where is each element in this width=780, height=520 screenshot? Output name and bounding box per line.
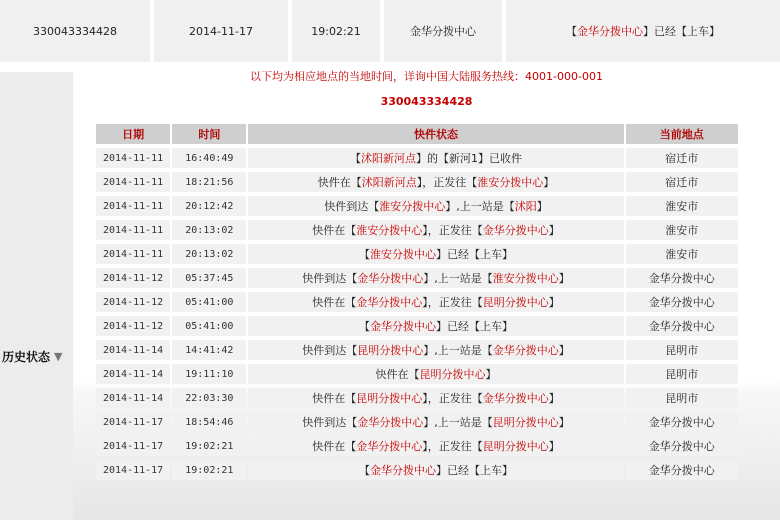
status-text: 快件在【: [312, 440, 357, 453]
status-place: 昆明分拨中心: [419, 368, 486, 381]
cell-location: 昆明市: [626, 388, 738, 408]
summary-status-place: 金华分拨中心: [577, 25, 643, 38]
cell-time: 20:13:02: [172, 220, 246, 240]
table-row: [96, 460, 738, 480]
cell-location: 宿迁市: [626, 148, 738, 168]
status-place: 金华分拨中心: [370, 320, 437, 333]
status-text: 】: [558, 272, 570, 285]
table-row: [96, 148, 738, 168]
status-text: 】: [558, 416, 570, 429]
table-row: [96, 340, 738, 360]
cell-location: 昆明市: [626, 364, 738, 384]
table-row: [96, 436, 738, 456]
status-place: 淮安分拨中心: [356, 224, 423, 237]
status-text: 】: [543, 176, 555, 189]
cell-location: 金华分拨中心: [626, 268, 738, 288]
status-place: 金华分拨中心: [357, 272, 424, 285]
status-text: 快件在【: [312, 392, 357, 405]
summary-status-prefix: 【: [566, 25, 577, 38]
cell-status: [248, 148, 623, 168]
cell-status: [248, 436, 623, 456]
cell-location: 金华分拨中心: [626, 316, 738, 336]
cell-date: 2014-11-12: [96, 316, 170, 336]
cell-date: 2014-11-14: [96, 340, 170, 360]
table-row: [96, 316, 738, 336]
table-row: [96, 388, 738, 408]
cell-location: 金华分拨中心: [626, 460, 738, 480]
status-text: 快件到达【: [324, 200, 380, 213]
cell-status: [248, 460, 623, 480]
status-place: 昆明分拨中心: [482, 440, 549, 453]
table-row: [96, 412, 738, 432]
status-text: 】,上一站是【: [423, 272, 493, 285]
table-row: [96, 268, 738, 288]
cell-date: 2014-11-17: [96, 436, 170, 456]
cell-location: 金华分拨中心: [626, 292, 738, 312]
cell-time: 05:41:00: [172, 292, 246, 312]
status-place: 金华分拨中心: [357, 416, 424, 429]
status-place: 昆明分拨中心: [492, 416, 559, 429]
status-place: 金华分拨中心: [356, 440, 423, 453]
tracking-table: [94, 120, 740, 484]
status-text: 快件在【: [317, 176, 362, 189]
cell-status: [248, 364, 623, 384]
cell-time: 16:40:49: [172, 148, 246, 168]
status-text: 】: [548, 392, 560, 405]
cell-status: [248, 196, 623, 216]
status-text: 】,上一站是【: [423, 416, 493, 429]
table-row: [96, 292, 738, 312]
cell-location: 昆明市: [626, 340, 738, 360]
status-text: 】: [548, 440, 560, 453]
status-text: 】: [548, 296, 560, 309]
status-place: 淮安分拨中心: [370, 248, 437, 261]
cell-status: [248, 268, 623, 288]
status-text: 【: [359, 464, 371, 477]
cell-date: 2014-11-12: [96, 268, 170, 288]
status-place: 昆明分拨中心: [356, 392, 423, 405]
status-place: 金华分拨中心: [482, 224, 549, 237]
history-side-panel: [0, 72, 73, 520]
cell-status: [248, 340, 623, 360]
history-label: 历史状态: [2, 350, 51, 364]
cell-time: 20:12:42: [172, 196, 246, 216]
tracking-table-header: [96, 124, 738, 144]
status-text: 快件在【: [312, 224, 357, 237]
cell-date: 2014-11-12: [96, 292, 170, 312]
cell-time: 18:54:46: [172, 412, 246, 432]
status-text: 快件到达【: [302, 416, 358, 429]
status-text: 】的【新河1】已收件: [416, 152, 523, 165]
summary-location: 金华分拨中心: [384, 0, 502, 62]
summary-waybill-no: 330043334428: [0, 0, 150, 62]
status-text: 快件到达【: [302, 344, 358, 357]
status-text: 快件到达【: [302, 272, 358, 285]
status-place: 淮安分拨中心: [492, 272, 559, 285]
cell-status: [248, 172, 623, 192]
cell-time: 19:02:21: [172, 436, 246, 456]
status-place: 金华分拨中心: [482, 392, 549, 405]
status-text: 快件在【: [375, 368, 420, 381]
cell-date: 2014-11-11: [96, 172, 170, 192]
summary-status-suffix: 】已经【上车】: [643, 25, 720, 38]
status-text: 】,上一站是【: [423, 344, 493, 357]
cell-location: 淮安市: [626, 220, 738, 240]
cell-location: 金华分拨中心: [626, 412, 738, 432]
status-place: 金华分拨中心: [356, 296, 423, 309]
status-place: 沭阳新河点: [361, 176, 417, 189]
status-text: 】: [548, 224, 560, 237]
cell-time: 05:37:45: [172, 268, 246, 288]
status-place: 淮安分拨中心: [477, 176, 544, 189]
cell-status: [248, 412, 623, 432]
cell-status: [248, 244, 623, 264]
status-place: 淮安分拨中心: [379, 200, 446, 213]
cell-date: 2014-11-17: [96, 412, 170, 432]
status-text: 【: [350, 152, 362, 165]
status-place: 昆明分拨中心: [357, 344, 424, 357]
status-text: 】，正发往【: [422, 224, 483, 237]
header-location: 当前地点: [626, 124, 738, 144]
cell-status: [248, 220, 623, 240]
cell-time: 18:21:56: [172, 172, 246, 192]
summary-strip: [0, 0, 780, 62]
status-place: 金华分拨中心: [492, 344, 559, 357]
status-text: 】，正发往【: [422, 296, 483, 309]
waybill-title: 330043334428: [380, 95, 473, 108]
timezone-notice: 以下均为相应地点的当地时间，详询中国大陆服务热线：4001-000-001: [250, 70, 603, 83]
tracking-table-body: [96, 148, 738, 480]
status-text: 快件在【: [312, 296, 357, 309]
status-text: 】: [485, 368, 497, 381]
summary-time: 19:02:21: [292, 0, 380, 62]
cell-date: 2014-11-14: [96, 388, 170, 408]
status-text: 】: [536, 200, 548, 213]
status-place: 沭阳新河点: [361, 152, 417, 165]
status-text: 】，正发往【: [422, 440, 483, 453]
status-place: 金华分拨中心: [370, 464, 437, 477]
status-text: 【: [359, 320, 371, 333]
status-text: 】: [558, 344, 570, 357]
header-status: 快件状态: [248, 124, 623, 144]
cell-time: 22:03:30: [172, 388, 246, 408]
cell-status: [248, 316, 623, 336]
header-time: 时间: [172, 124, 246, 144]
cell-location: 金华分拨中心: [626, 436, 738, 456]
table-row: [96, 220, 738, 240]
status-text: 】已经【上车】: [436, 320, 514, 333]
summary-status: [506, 0, 780, 62]
status-text: 】,上一站是【: [445, 200, 515, 213]
header-date: 日期: [96, 124, 170, 144]
cell-date: 2014-11-14: [96, 364, 170, 384]
triangle-down-icon[interactable]: ▼: [54, 350, 63, 363]
cell-location: 淮安市: [626, 196, 738, 216]
history-toggle[interactable]: [2, 348, 62, 365]
cell-status: [248, 388, 623, 408]
status-text: 】已经【上车】: [436, 464, 514, 477]
cell-location: 宿迁市: [626, 172, 738, 192]
cell-time: 19:02:21: [172, 460, 246, 480]
cell-date: 2014-11-17: [96, 460, 170, 480]
table-row: [96, 244, 738, 264]
cell-date: 2014-11-11: [96, 220, 170, 240]
cell-date: 2014-11-11: [96, 148, 170, 168]
cell-location: 淮安市: [626, 244, 738, 264]
cell-time: 05:41:00: [172, 316, 246, 336]
table-row: [96, 196, 738, 216]
cell-date: 2014-11-11: [96, 244, 170, 264]
cell-status: [248, 292, 623, 312]
cell-date: 2014-11-11: [96, 196, 170, 216]
table-row: [96, 364, 738, 384]
cell-time: 19:11:10: [172, 364, 246, 384]
cell-time: 20:13:02: [172, 244, 246, 264]
status-place: 沭阳: [514, 200, 537, 213]
status-text: 】已经【上车】: [436, 248, 514, 261]
cell-time: 14:41:42: [172, 340, 246, 360]
status-text: 【: [359, 248, 371, 261]
summary-date: 2014-11-17: [154, 0, 288, 62]
status-text: 】，正发往【: [416, 176, 478, 189]
table-row: [96, 172, 738, 192]
status-text: 】，正发往【: [422, 392, 483, 405]
status-place: 昆明分拨中心: [482, 296, 549, 309]
